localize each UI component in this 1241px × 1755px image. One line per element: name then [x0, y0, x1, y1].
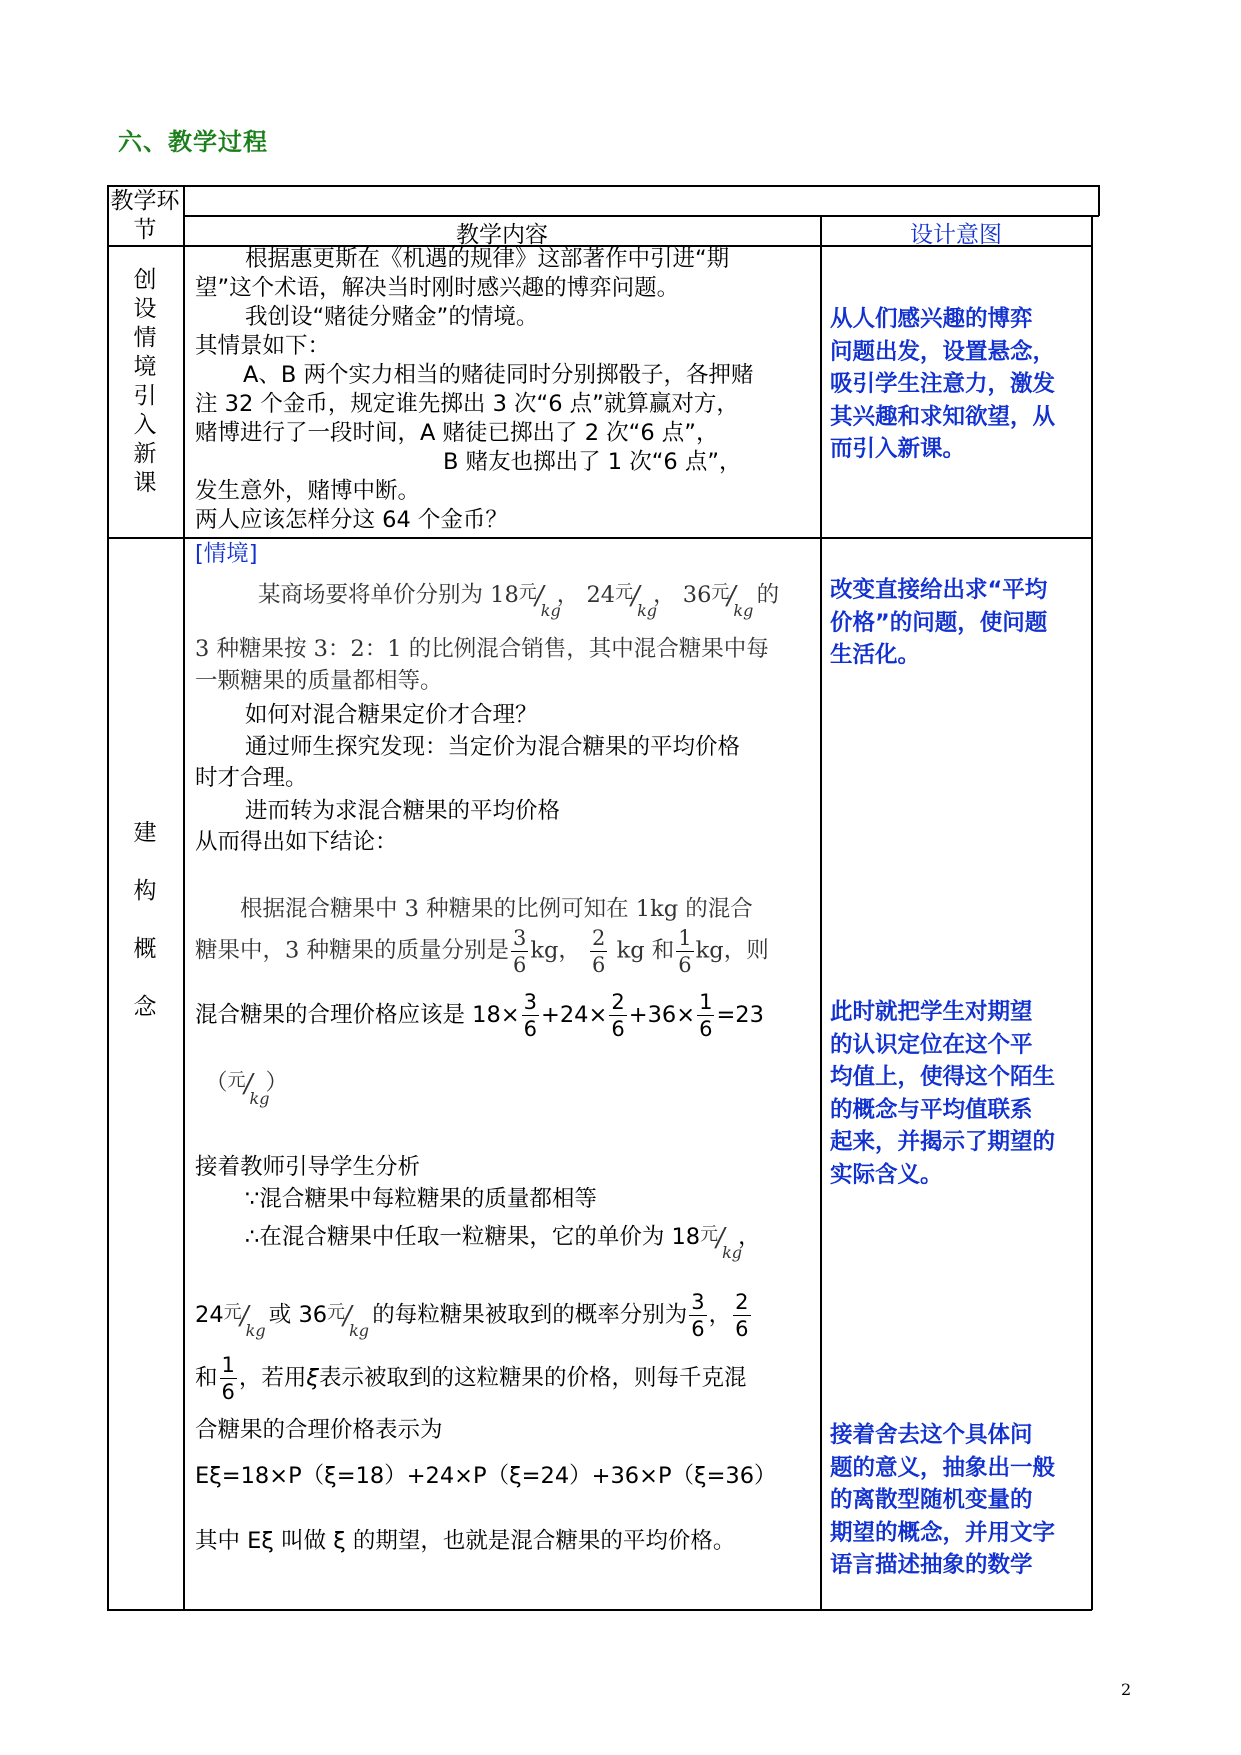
expectation-formula: Eξ=18×P（ξ=18）+24×P（ξ=24）+36×P（ξ=36）: [195, 1463, 777, 1489]
analysis-4: 24 元 / kg 或 36 元 / kg 的每粒糖果被取到的概率分别为 $\frac{3}{6}$ ， $\frac{2}{6}$: [195, 1290, 749, 1341]
row1-line: 两人应该怎样分这 64 个金币？: [195, 507, 508, 533]
question-2b: 时才合理。: [195, 765, 308, 791]
mix-line-2: 一颗糖果的质量都相等。: [195, 668, 443, 694]
fraction-3-6: $\frac{3}{6}$: [691, 1290, 705, 1341]
row1-line: 我创设“赌徒分赌金”的情境。: [245, 304, 539, 330]
purpose-line: 期望的概念，并用文字: [830, 1519, 1056, 1546]
page-number: 2: [1121, 1680, 1132, 1699]
table-top-border: [107, 185, 1099, 187]
fraction-2-6: $\frac{2}{6}$: [611, 990, 625, 1041]
mix-line-1: 3 种糖果按 3：2：1 的比例混合销售，其中混合糖果中每: [195, 636, 769, 662]
price-unit-line: （ 元 / kg ）: [205, 1069, 289, 1108]
purpose-line: 此时就把学生对期望: [830, 999, 1033, 1025]
purpose-line: 接着舍去这个具体问: [830, 1422, 1033, 1448]
unit-yuan-kg: 元 / kg: [518, 581, 561, 620]
row1-line: 赌博进行了一段时间，A 赌徒已掷出了 2 次“6 点”，: [195, 420, 719, 446]
purpose-line: 生活化。: [830, 642, 921, 668]
row2-purpose-3: [830, 1419, 1088, 1582]
fraction-1-6: $\frac{1}{6}$: [678, 926, 692, 977]
row1-line: 其情景如下：: [195, 333, 331, 359]
row1-purpose: [830, 303, 1088, 466]
row1-content: [195, 245, 815, 535]
fraction-1-6: $\frac{1}{6}$: [221, 1353, 235, 1404]
row1-line: 望”这个术语，解决当时刚时感兴趣的博弈问题。: [195, 275, 680, 301]
header-stage: 教学环节: [110, 188, 180, 243]
unit-yuan-kg: 元 / kg: [615, 581, 658, 620]
purpose-line: 其兴趣和求知欲望，从: [830, 403, 1056, 430]
purpose-line: 均值上，使得这个陌生: [830, 1064, 1056, 1090]
unit-yuan-kg: 元 / kg: [711, 581, 754, 620]
row2-stage: [110, 804, 180, 1036]
xi-symbol: ξ: [306, 1365, 319, 1391]
col1-divider: [183, 185, 185, 1610]
question-3: 进而转为求混合糖果的平均价格: [245, 798, 561, 824]
row1-line: 注 32 个金币，规定谁先掷出 3 次“6 点”就算赢对方，: [195, 391, 739, 417]
row2-purpose-1: [830, 574, 1088, 672]
purpose-line: 的认识定位在这个平: [830, 1031, 1033, 1058]
unit-yuan-kg: 元 / kg: [227, 1069, 270, 1108]
purpose-line: 价格”的问题，使问题: [830, 609, 1048, 636]
analysis-1: 接着教师引导学生分析: [195, 1154, 421, 1180]
row1-bottom-border: [107, 537, 1092, 539]
purpose-line: 吸引学生注意力，激发: [830, 371, 1056, 397]
table-bottom-border: [107, 1609, 1092, 1611]
unit-yuan-kg: 元 / kg: [327, 1301, 370, 1340]
price-24: 24: [586, 582, 616, 608]
calc-line-1: 根据混合糖果中 3 种糖果的比例可知在 1kg 的混合: [240, 896, 753, 922]
purpose-line: 的概念与平均值联系: [830, 1096, 1033, 1123]
analysis-7: 其中 Eξ 叫做 ξ 的期望，也就是混合糖果的平均价格。: [195, 1528, 736, 1554]
fraction-3-6: $\frac{3}{6}$: [523, 990, 538, 1041]
row1-line: B 赌友也掷出了 1 次“6 点”，: [443, 449, 742, 475]
purpose-line: 改变直接给出求“平均: [830, 577, 1048, 603]
purpose-line: 实际含义。: [830, 1161, 943, 1188]
row1-stage-text: 创设情境引入新课: [133, 267, 157, 496]
question-2a: 通过师生探究发现：当定价为混合糖果的平均价格: [245, 734, 741, 760]
prices-line: 某商场要将单价分别为 18 元 / kg ， 24 元 / kg ， 36 元 / kg 的: [258, 581, 780, 620]
fraction-3-6: $\frac{3}{6}$: [512, 926, 527, 977]
calc-line-2: 糖果中，3 种糖果的质量分别是 $\frac{3}{6}$ kg， $\frac{2}{6}$ kg 和 $\frac{1}{6}$ kg，则: [195, 926, 769, 977]
row1-stage: [110, 266, 180, 498]
header-content: 教学内容: [456, 222, 548, 248]
unit-yuan-kg: 元 / kg: [223, 1301, 266, 1340]
purpose-line: 问题出发，设置悬念，: [830, 338, 1056, 365]
unit-yuan-kg: 元 / kg: [700, 1223, 743, 1262]
row1-line: A、B 两个实力相当的赌徒同时分别掷骰子，各押赌: [243, 362, 754, 388]
row2-purpose-2: [830, 996, 1088, 1191]
table-right-border: [1091, 215, 1093, 1610]
purpose-line: 从人们感兴趣的博弈: [830, 306, 1033, 332]
col2-divider: [820, 215, 822, 1610]
question-4: 从而得出如下结论：: [195, 829, 398, 855]
fraction-2-6: $\frac{2}{6}$: [735, 1290, 749, 1341]
analysis-3: ∴在混合糖果中任取一粒糖果，它的单价为 18 元 / kg ，: [245, 1223, 761, 1262]
table-left-border: [107, 185, 109, 1610]
fraction-2-6: $\frac{2}{6}$: [592, 926, 606, 977]
purpose-line: 题的意义，抽象出一般: [830, 1454, 1056, 1481]
price-36: 36: [682, 582, 712, 608]
purpose-line: 而引入新课。: [830, 436, 966, 462]
analysis-5: 和 $\frac{1}{6}$ ，若用ξ表示被取到的这粒糖果的价格，则每千克混: [195, 1353, 747, 1404]
prices-intro: 某商场要将单价分别为 18: [258, 582, 519, 608]
calc-line-3: 混合糖果的合理价格应该是 18× $\frac{3}{6}$ +24× $\frac{2}{6}$ +36× $\frac{1}{6}$ =23: [195, 990, 764, 1041]
row1-line: 根据惠更斯在《机遇的规律》这部著作中引进“期: [245, 246, 730, 272]
row2-stage-text: 建构概念: [133, 820, 157, 1020]
question-1: 如何对混合糖果定价才合理？: [245, 702, 538, 728]
section-title: 六、教学过程: [118, 128, 268, 156]
row1-line: 发生意外，赌博中断。: [195, 478, 421, 504]
purpose-line: 起来，并揭示了期望的: [830, 1129, 1056, 1155]
analysis-2: ∵混合糖果中每粒糖果的质量都相等: [245, 1186, 597, 1212]
fraction-1-6: $\frac{1}{6}$: [699, 990, 713, 1041]
analysis-6: 合糖果的合理价格表示为: [195, 1417, 443, 1443]
purpose-line: 的离散型随机变量的: [830, 1487, 1033, 1513]
header-right-border: [1098, 185, 1100, 216]
header-purpose: 设计意图: [910, 222, 1002, 248]
purpose-line: 语言描述抽象的数学: [830, 1552, 1033, 1578]
scenario-label: [情境]: [195, 541, 258, 567]
